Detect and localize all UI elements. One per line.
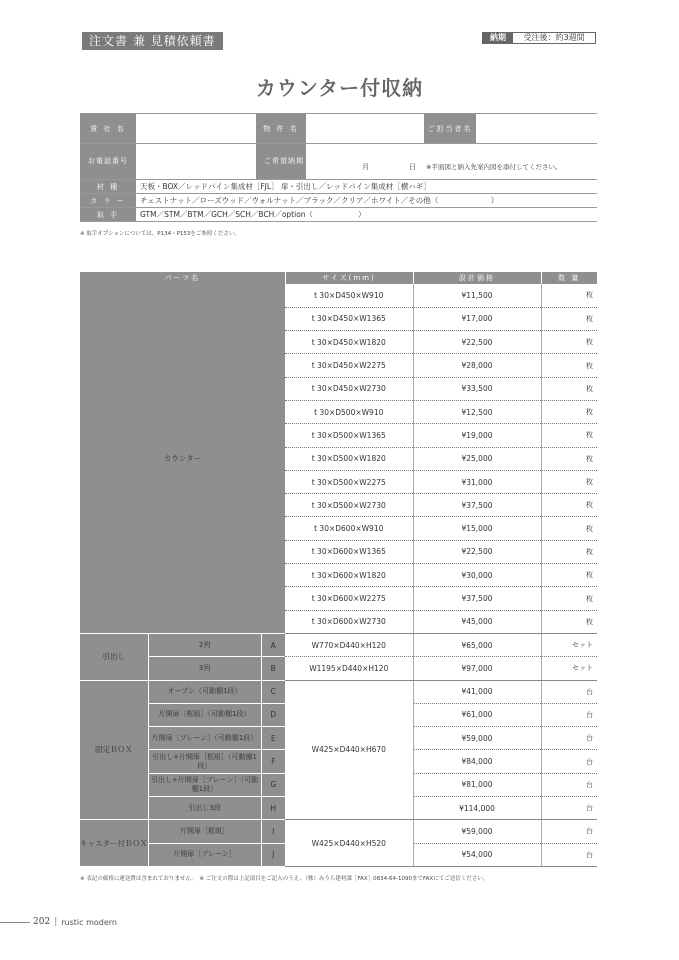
quantity-cell[interactable]: 枚 (541, 400, 597, 423)
code-cell: F (261, 750, 285, 773)
price-cell: ¥33,500 (413, 377, 541, 400)
price-cell: ¥114,000 (413, 797, 541, 820)
subtype-cell: 2列 (148, 633, 261, 656)
size-cell: t 30×D600×W2730 (285, 610, 413, 633)
quantity-cell[interactable]: 枚 (541, 447, 597, 470)
form-row-phone (80, 144, 597, 180)
size-cell: t 30×D500×W910 (285, 400, 413, 423)
page-footer (0, 917, 117, 927)
footer-separator: | (54, 917, 58, 927)
lead-time-label: 納期 (483, 33, 513, 43)
subtype-cell: 引出し3段 (148, 797, 261, 820)
quantity-cell[interactable]: 台 (541, 703, 597, 726)
size-cell: t 30×D500×W1365 (285, 424, 413, 447)
size-cell: t 30×D500×W2275 (285, 470, 413, 493)
price-cell: ¥59,000 (413, 820, 541, 843)
company-field[interactable] (136, 114, 256, 143)
size-cell: t 30×D600×W1820 (285, 564, 413, 587)
code-cell: D (261, 703, 285, 726)
footnote: ※ 表記の価格に運送費は含まれておりません。 ※ ご注文の際は上記項目をご記入のうえ、（株）みうら建材課［FAX］0834-64-1090までFAXにてご送信ください。 (80, 876, 489, 882)
size-cell: t 30×D450×W910 (285, 284, 413, 307)
form-row-company (80, 114, 597, 144)
size-cell: t 30×D600×W1365 (285, 540, 413, 563)
code-cell: H (261, 797, 285, 820)
category-caster-box: キャスター付ＢＯＸ (80, 820, 148, 867)
size-cell: W425×D440×H670 (285, 680, 413, 820)
quantity-cell[interactable]: 台 (541, 750, 597, 773)
quantity-cell[interactable]: 枚 (541, 610, 597, 633)
material-label: 材 種 (80, 180, 136, 193)
price-cell: ¥45,000 (413, 610, 541, 633)
handle-value[interactable]: GTM／STM／BTM／GCH／SCH／BCH／option（ ） (140, 210, 366, 219)
price-cell: ¥22,500 (413, 540, 541, 563)
size-cell: t 30×D450×W2730 (285, 377, 413, 400)
price-cell: ¥15,000 (413, 517, 541, 540)
quantity-cell[interactable]: 台 (541, 820, 597, 843)
material-value: 天板・BOX／レッドパイン集成材［FJL］ 扉・引出し／レッドパイン集成材［横ハギ］ (140, 182, 431, 191)
size-cell: t 30×D450×W1365 (285, 307, 413, 330)
price-cell: ¥11,500 (413, 284, 541, 307)
quantity-cell[interactable]: 枚 (541, 424, 597, 447)
size-cell: W1195×D440×H120 (285, 657, 413, 680)
delivery-field[interactable] (306, 144, 597, 179)
category-fixed-box: 固定ＢＯＸ (80, 680, 148, 820)
quantity-cell[interactable]: 枚 (541, 540, 597, 563)
month-label: 月 (362, 162, 369, 171)
table-row (80, 680, 597, 703)
price-cell: ¥12,500 (413, 400, 541, 423)
price-cell: ¥81,000 (413, 773, 541, 796)
page-title: カウンター付収納 (255, 76, 424, 100)
size-cell: t 30×D600×W910 (285, 517, 413, 540)
form-row-material (80, 180, 597, 194)
form-row-color (80, 194, 597, 208)
lead-time-value: 受注後：約3週間 (523, 33, 585, 42)
code-cell: J (261, 843, 285, 866)
code-cell: C (261, 680, 285, 703)
delivery-label: ご希望納期 (256, 144, 306, 179)
parts-price-table (80, 272, 597, 867)
price-cell: ¥41,000 (413, 680, 541, 703)
quantity-cell[interactable]: 台 (541, 797, 597, 820)
size-cell: t 30×D600×W2275 (285, 587, 413, 610)
size-cell: t 30×D500×W1820 (285, 447, 413, 470)
price-cell: ¥84,000 (413, 750, 541, 773)
quantity-cell[interactable]: 枚 (541, 307, 597, 330)
contact-field[interactable] (476, 114, 597, 143)
quantity-cell[interactable]: 枚 (541, 470, 597, 493)
quantity-cell[interactable]: 枚 (541, 564, 597, 587)
quantity-cell[interactable]: 台 (541, 727, 597, 750)
header-quantity: 数 量 (541, 272, 597, 284)
price-cell: ¥31,000 (413, 470, 541, 493)
subtype-cell: 3列 (148, 657, 261, 680)
price-cell: ¥30,000 (413, 564, 541, 587)
price-cell: ¥59,000 (413, 727, 541, 750)
subtype-cell: オープン（可動棚1段） (148, 680, 261, 703)
day-label: 日 (409, 162, 416, 171)
property-label: 物 件 名 (256, 114, 306, 143)
quantity-cell[interactable]: セット (541, 657, 597, 680)
footer-rule (0, 922, 30, 923)
price-cell: ¥61,000 (413, 703, 541, 726)
price-cell: ¥97,000 (413, 657, 541, 680)
phone-label: お電話番号 (80, 144, 136, 179)
property-field[interactable] (306, 114, 424, 143)
subtype-cell: 片開扉［框組］ (148, 820, 261, 843)
lead-time-badge (482, 32, 596, 44)
quantity-cell[interactable]: 枚 (541, 587, 597, 610)
color-label: カ ラ ー (80, 194, 136, 207)
quantity-cell[interactable]: 枚 (541, 377, 597, 400)
price-cell: ¥37,500 (413, 587, 541, 610)
form-row-handle (80, 208, 597, 222)
price-cell: ¥28,000 (413, 354, 541, 377)
price-cell: ¥54,000 (413, 843, 541, 866)
quantity-cell[interactable]: セット (541, 633, 597, 656)
size-cell: t 30×D450×W1820 (285, 331, 413, 354)
code-cell: A (261, 633, 285, 656)
document-title: 注文書 兼 見積依頼書 (82, 32, 223, 50)
quantity-cell[interactable]: 枚 (541, 331, 597, 354)
code-cell: E (261, 727, 285, 750)
quantity-cell[interactable]: 枚 (541, 354, 597, 377)
page-number: 202 (33, 917, 51, 927)
header-size: サイズ(mm) (285, 272, 413, 284)
quantity-cell[interactable]: 台 (541, 843, 597, 866)
price-cell: ¥22,500 (413, 331, 541, 354)
code-cell: I (261, 820, 285, 843)
quantity-cell[interactable]: 台 (541, 773, 597, 796)
code-cell: G (261, 773, 285, 796)
table-row (80, 284, 597, 307)
handle-option-note: ※ 取手オプションについては、P134・P153をご参照ください。 (80, 231, 240, 237)
size-cell: t 30×D450×W2275 (285, 354, 413, 377)
price-cell: ¥17,000 (413, 307, 541, 330)
header-part-name: パーツ名 (80, 272, 285, 284)
company-label: 貴 社 名 (80, 114, 136, 143)
price-cell: ¥25,000 (413, 447, 541, 470)
quantity-cell[interactable]: 枚 (541, 284, 597, 307)
series-name: rustic modern (61, 917, 117, 927)
quantity-cell[interactable]: 枚 (541, 517, 597, 540)
price-cell: ¥37,500 (413, 494, 541, 517)
category-drawer: 引出し (80, 633, 148, 680)
phone-field[interactable] (136, 144, 256, 179)
order-form (80, 113, 597, 222)
size-cell: W425×D440×H520 (285, 820, 413, 867)
table-row (80, 820, 597, 843)
contact-label: ご担当者名 (424, 114, 476, 143)
header-price: 設計価格 (413, 272, 541, 284)
size-cell: t 30×D500×W2730 (285, 494, 413, 517)
price-cell: ¥65,000 (413, 633, 541, 656)
table-row (80, 657, 597, 680)
subtype-cell: 引出し+片開扉［プレーン］（可動棚1段） (148, 773, 261, 796)
quantity-cell[interactable]: 台 (541, 680, 597, 703)
table-header-row (80, 272, 597, 284)
color-value[interactable]: チェストナット／ローズウッド／ウォルナット／ブラック／クリア／ホワイト／その他（ ） (140, 196, 499, 205)
subtype-cell: 片開扉［プレーン］（可動棚1段） (148, 727, 261, 750)
subtype-cell: 片開扉［プレーン］ (148, 843, 261, 866)
category-counter: カウンター (80, 284, 285, 633)
size-cell: W770×D440×H120 (285, 633, 413, 656)
handle-label: 取 手 (80, 208, 136, 221)
delivery-note: ※平面図と納入先案内図を添付してください。 (426, 163, 562, 171)
code-cell: B (261, 657, 285, 680)
subtype-cell: 片開扉［框組］（可動棚1段） (148, 703, 261, 726)
price-cell: ¥19,000 (413, 424, 541, 447)
quantity-cell[interactable]: 枚 (541, 494, 597, 517)
table-row (80, 633, 597, 656)
subtype-cell: 引出し+片開扉［框組］（可動棚1段） (148, 750, 261, 773)
